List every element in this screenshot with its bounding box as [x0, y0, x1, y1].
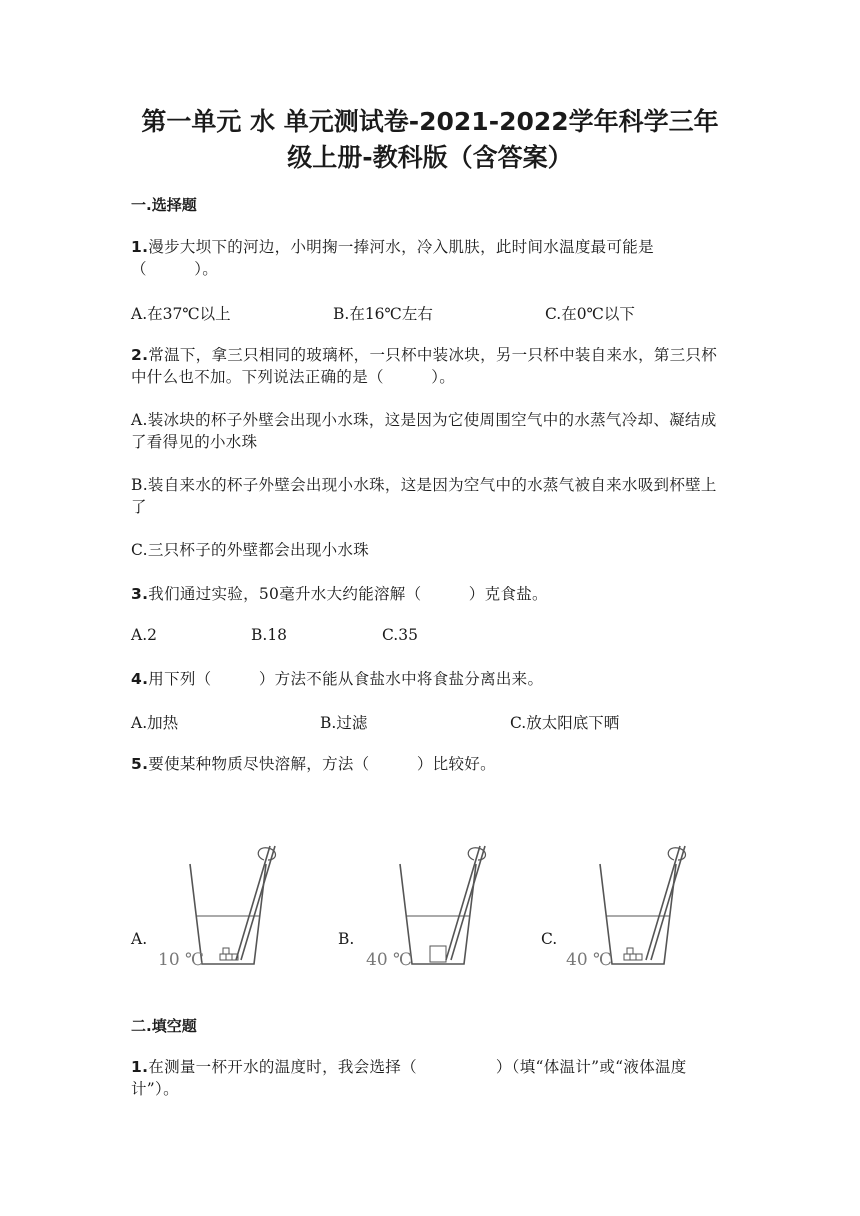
question-text: 漫步大坝下的河边，小明掬一捧河水，冷入肌肤，此时间水温度最可能是（ ）。	[131, 238, 654, 278]
option-c[interactable]: C.三只杯子的外壁都会出现小水珠	[131, 541, 370, 559]
question-1	[131, 236, 731, 280]
question-2	[131, 344, 731, 388]
option-b[interactable]: B.装自来水的杯子外壁会出现小水珠，这是因为空气中的水蒸气被自来水吸到杯壁上了	[131, 476, 717, 516]
question-text: 在测量一杯开水的温度时，我会选择（ ）（填“体温计”或“液体温度计”）。	[131, 1058, 687, 1098]
beaker-figure-c	[560, 838, 700, 973]
question-5	[131, 753, 731, 775]
question-4	[131, 668, 731, 690]
section-heading-fill-blank: 二.填空题	[131, 1017, 197, 1035]
option-a[interactable]: A.在37℃以上	[131, 305, 231, 323]
question-text: 用下列（ ）方法不能从食盐水中将食盐分离出来。	[148, 670, 544, 688]
option-b[interactable]: B.过滤	[320, 714, 368, 732]
question-text: 常温下，拿三只相同的玻璃杯，一只杯中装冰块，另一只杯中装自来水，第三只杯中什么也不加。下列说法正确的是（ ）。	[131, 346, 718, 386]
question-number: 1.	[131, 1058, 149, 1076]
stir-rod	[646, 846, 680, 960]
section-heading-choice: 一.选择题	[131, 196, 197, 214]
page-title	[100, 104, 760, 176]
solute-piece	[624, 954, 630, 960]
question-text: 要使某种物质尽快溶解，方法（ ）比较好。	[148, 755, 496, 773]
option-c[interactable]: C.在0℃以下	[545, 305, 635, 323]
question-number: 5.	[131, 755, 149, 773]
temperature-label: 10 ℃	[158, 950, 205, 970]
question-3	[131, 583, 731, 605]
stir-rod	[236, 846, 270, 960]
option-b[interactable]: B.18	[251, 626, 288, 644]
option-c[interactable]: C.	[541, 930, 558, 948]
title-line-1: 第一单元 水 单元测试卷-2021-2022学年科学三年	[141, 107, 719, 136]
question-number: 2.	[131, 346, 149, 364]
solute-block	[430, 946, 446, 962]
title-line-2: 级上册-教科版（含答案）	[287, 143, 573, 172]
question-number: 4.	[131, 670, 149, 688]
option-a[interactable]: A.装冰块的杯子外壁会出现小水珠，这是因为它使周围空气中的水蒸气冷却、凝结成了看得见的小水珠	[131, 411, 717, 451]
option-a[interactable]: A.2	[131, 626, 157, 644]
option-c[interactable]: C.35	[382, 626, 418, 644]
option-b[interactable]: B.在16℃左右	[333, 305, 433, 323]
solute-piece	[220, 954, 226, 960]
option-a[interactable]: A.加热	[131, 714, 179, 732]
stir-rod	[446, 846, 480, 960]
temperature-label: 40 ℃	[366, 950, 413, 970]
beaker-figure-b	[360, 838, 500, 973]
option-b[interactable]: B.	[338, 930, 355, 948]
option-a[interactable]: A.	[131, 930, 148, 948]
option-c[interactable]: C.放太阳底下晒	[510, 714, 620, 732]
question-number: 3.	[131, 585, 149, 603]
fill-question-1	[131, 1056, 731, 1100]
question-number: 1.	[131, 238, 149, 256]
question-text: 我们通过实验，50毫升水大约能溶解（ ）克食盐。	[148, 585, 548, 603]
temperature-label: 40 ℃	[566, 950, 613, 970]
beaker-figure-a	[150, 838, 290, 973]
